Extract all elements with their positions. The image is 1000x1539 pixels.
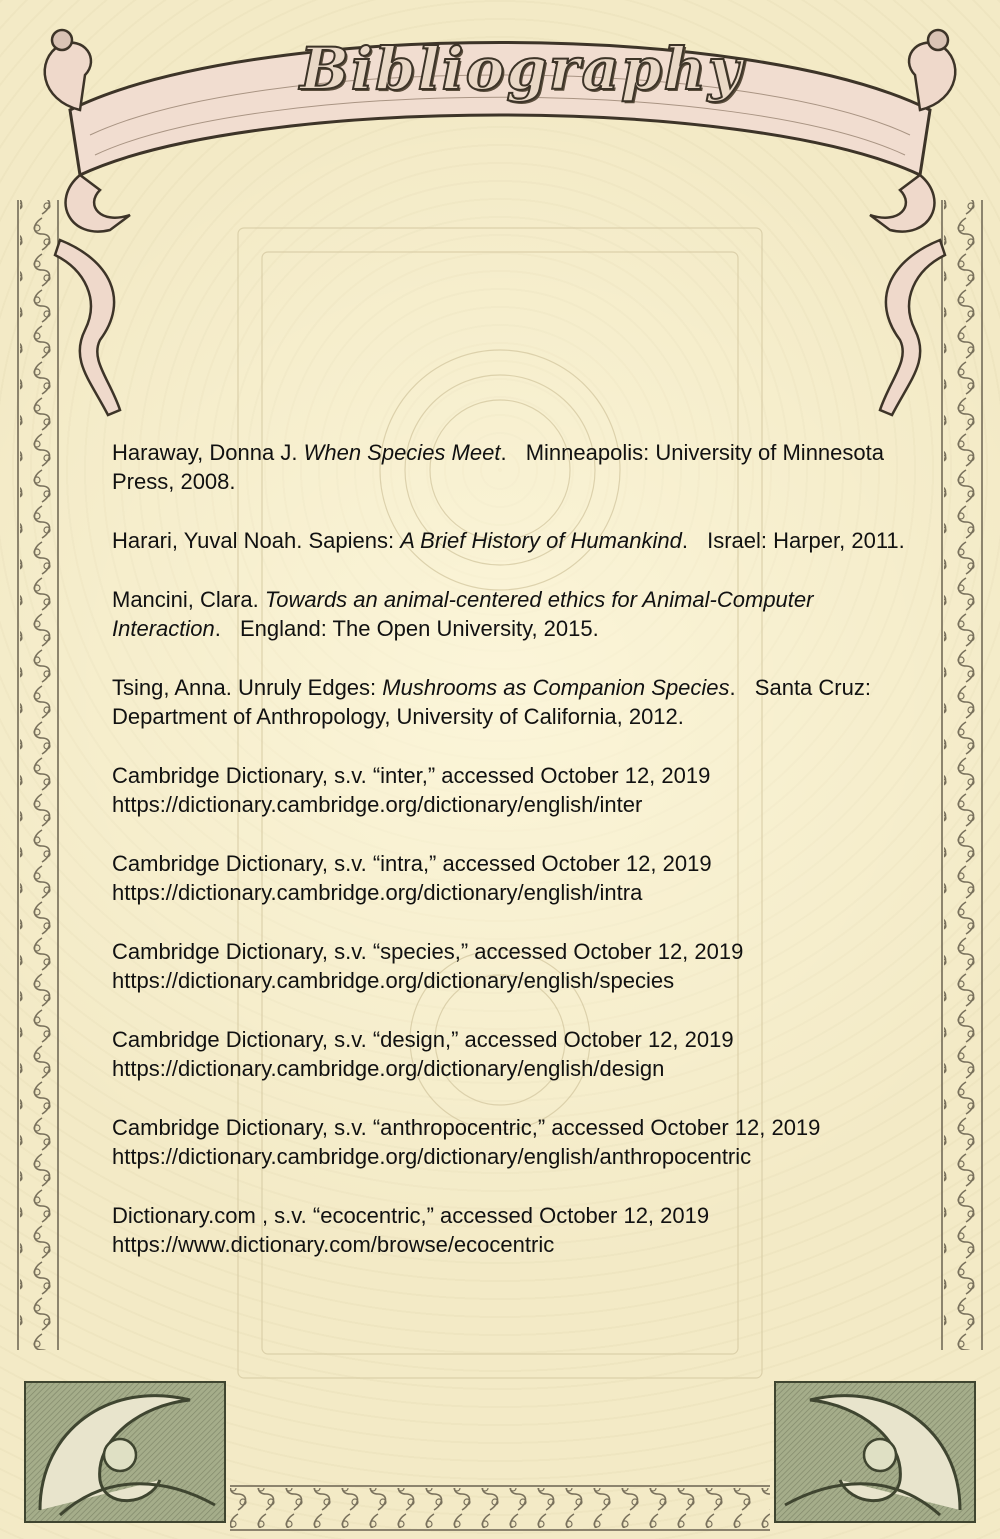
entry-author: Tsing, Anna. Unruly Edges: [112,675,383,700]
entry-title: Towards an animal-centered ethics for Animal-Computer Interaction [112,587,814,641]
page-title: Bibliography [300,35,744,103]
entry-title: When Species Meet [303,440,501,465]
entry-author: Haraway, Donna J. [112,440,304,465]
entry-publisher: England: The Open University, 2015. [239,616,599,641]
web-entry-ecocentric [112,1201,912,1259]
entry-publisher: Santa Cruz: Department of Anthropology, University of California, 2012. [112,675,871,729]
bibliography-list [112,438,912,1289]
bottom-border-ornament [230,1486,770,1530]
entry-url: https://dictionary.cambridge.org/dictionary/english/intra [112,880,643,905]
entry-citation: Dictionary.com , s.v. “ecocentric,” accessed October 12, 2019 [112,1203,710,1228]
bottom-right-vignette [775,1382,975,1522]
entry-publisher: Minneapolis: University of Minnesota Press, 2008. [112,440,884,494]
web-entry-intra [112,849,912,907]
entry-citation: Cambridge Dictionary, s.v. “design,” accessed October 12, 2019 [112,1027,734,1052]
entry-url: https://dictionary.cambridge.org/dictionary/english/species [112,968,675,993]
entry-title: A Brief History of Humankind [400,528,682,553]
entry-url: https://dictionary.cambridge.org/dictionary/english/inter [112,792,643,817]
entry-publisher: Israel: Harper, 2011. [707,528,905,553]
web-entry-species [112,937,912,995]
entry-citation: Cambridge Dictionary, s.v. “species,” accessed October 12, 2019 [112,939,744,964]
entry-title-end: . [214,616,221,641]
entry-title: Mushrooms as Companion Species [382,675,730,700]
right-border-ornament [942,200,982,1350]
bottom-left-vignette [25,1382,225,1522]
entry-title-end: . [729,675,736,700]
entry-url: https://dictionary.cambridge.org/dictionary/english/anthropocentric [112,1144,752,1169]
left-border-ornament [18,200,58,1350]
book-entry-tsing [112,673,912,731]
entry-url: https://dictionary.cambridge.org/dictionary/english/design [112,1056,665,1081]
entry-url: https://www.dictionary.com/browse/ecocentric [112,1232,555,1257]
web-entry-inter [112,761,912,819]
entry-citation: Cambridge Dictionary, s.v. “inter,” accessed October 12, 2019 [112,763,711,788]
book-entry-harari [112,526,912,555]
web-entry-anthropocentric [112,1113,912,1171]
entry-title-end: . [500,440,507,465]
entry-citation: Cambridge Dictionary, s.v. “anthropocentric,” accessed October 12, 2019 [112,1115,821,1140]
entry-author: Harari, Yuval Noah. Sapiens: [112,528,401,553]
entry-title-end: . [681,528,688,553]
web-entry-design [112,1025,912,1083]
book-entry-haraway [112,438,912,496]
entry-citation: Cambridge Dictionary, s.v. “intra,” accessed October 12, 2019 [112,851,712,876]
book-entry-mancini [112,585,912,643]
entry-author: Mancini, Clara. [112,587,265,612]
